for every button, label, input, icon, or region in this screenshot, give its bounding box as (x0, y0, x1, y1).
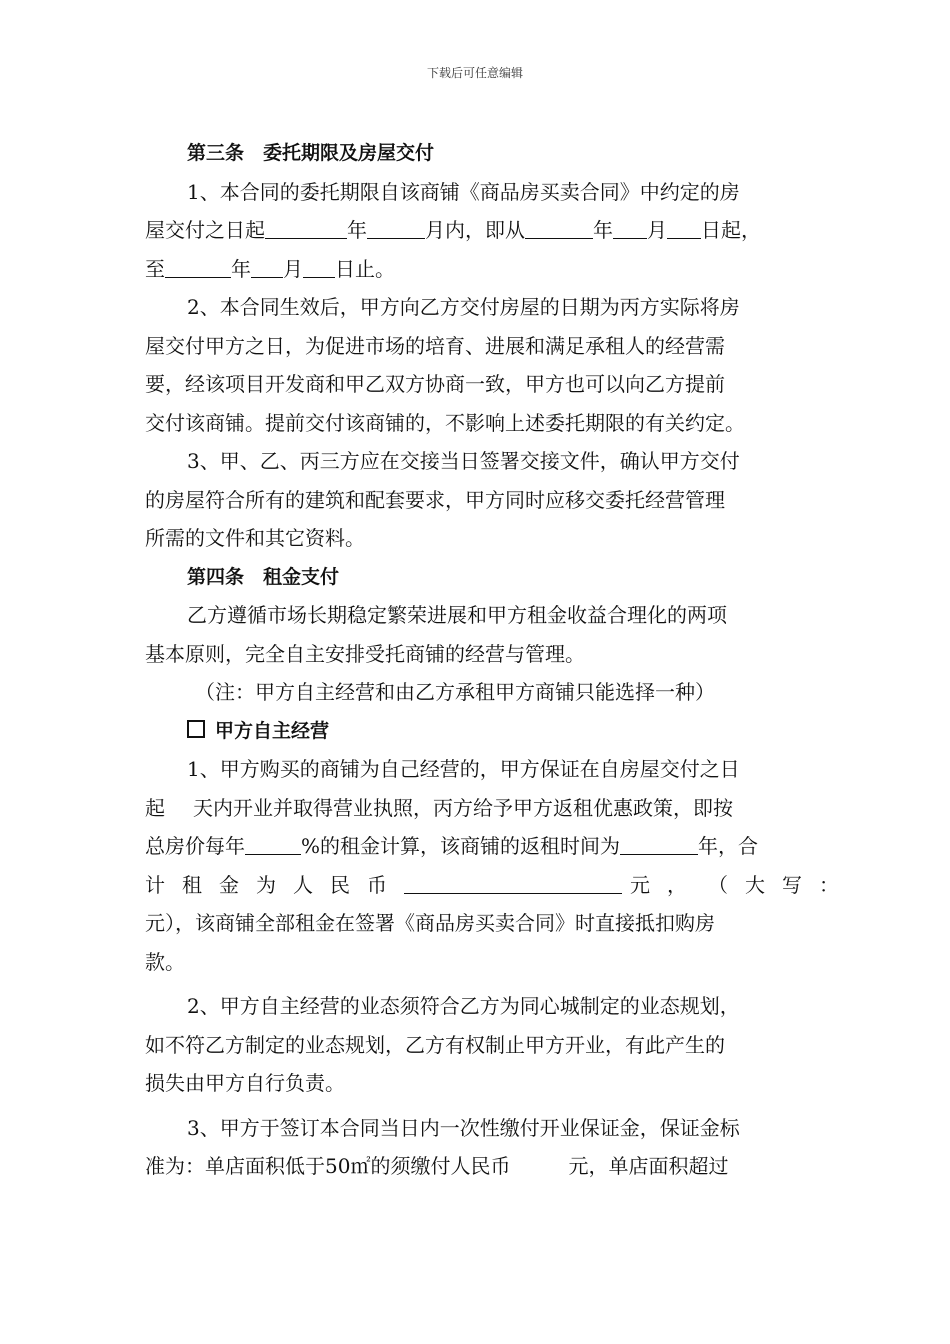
text-line: 1、本合同的委托期限自该商铺《商品房买卖合同》中约定的房 (187, 179, 740, 204)
article-4-item-3-line-2: 准为：单店面积低于50㎡的须缴付人民币 元，单店面积超过 (145, 1154, 729, 1178)
article-4-item-1: 1、甲方购买的商铺为自己经营的，甲方保证在自房屋交付之日 (187, 757, 740, 781)
blank-field (251, 257, 283, 278)
text-line: 如不符乙方制定的业态规划，乙方有权制止甲方开业，有此产生的 (145, 1032, 725, 1057)
text-line: 所需的文件和其它资料。 (145, 526, 365, 550)
article-4-note: （注：甲方自主经营和由乙方承租甲方商铺只能选择一种） (195, 680, 715, 704)
article-3-paragraph-1-line-2: 屋交付之日起 年 月内，即从 年 月 日起， (145, 218, 761, 242)
checkbox-self-operation[interactable] (187, 720, 205, 738)
article-4-title: 第四条 租金支付 (187, 565, 340, 588)
blank-field (265, 218, 347, 239)
article-4-item-3: 3、甲方于签订本合同当日内一次性缴付开业保证金，保证金标 (187, 1115, 740, 1140)
blank-field (165, 257, 231, 278)
article-3-paragraph-1 (145, 173, 805, 212)
page-header: 下载后可任意编辑 (426, 66, 523, 80)
blank-field (367, 218, 425, 239)
article-4-paragraph-1: 乙方遵循市场长期稳定繁荣进展和甲方租金收益合理化的两项 (187, 603, 727, 627)
document-body (145, 134, 856, 1186)
option-self-operation-label: 甲方自主经营 (215, 719, 330, 742)
text-line: 要，经该项目开发商和甲乙双方协商一致，甲方也可以向乙方提前 (145, 372, 725, 396)
text-line: 元），该商铺全部租金在签署《商品房买卖合同》时直接抵扣购房 (145, 911, 715, 935)
text-line: 基本原则，完全自主安排受托商铺的经营与管理。 (145, 641, 585, 666)
article-4-item-1-line-4: 计租金为人民币 元， （大写： (145, 872, 856, 897)
article-3-paragraph-3: 3、甲、乙、丙三方应在交接当日签署交接文件，确认甲方交付 (187, 449, 740, 473)
blank-field (613, 218, 647, 239)
blank-field (525, 218, 593, 239)
blank-field (620, 834, 698, 855)
blank-field (667, 218, 701, 239)
article-3-title: 第三条 委托期限及房屋交付 (187, 142, 435, 164)
text-line: 损失由甲方自行负责。 (145, 1071, 345, 1095)
blank-field (245, 834, 301, 855)
text-line: 交付该商铺。提前交付该商铺的，不影响上述委托期限的有关约定。 (145, 410, 745, 435)
text-line: 的房屋符合所有的建筑和配套要求，甲方同时应移交委托经营管理 (145, 487, 725, 512)
text-line: 款。 (145, 949, 185, 974)
option-self-operation (145, 712, 805, 751)
article-4-item-1-line-2: 起 天内开业并取得营业执照，丙方给予甲方返租优惠政策，即按 (145, 795, 733, 820)
article-3-paragraph-2: 2、本合同生效后，甲方向乙方交付房屋的日期为丙方实际将房 (187, 295, 740, 319)
blank-field (404, 873, 622, 894)
article-3-paragraph-1-line-3: 至 年 月 日止。 (145, 256, 395, 281)
article-4-item-2: 2、甲方自主经营的业态须符合乙方为同心城制定的业态规划， (187, 994, 740, 1018)
article-4-item-1-line-3: 总房价每年 %的租金计算，该商铺的返租时间为 年，合 (145, 834, 759, 858)
text-line: 屋交付甲方之日，为促进市场的培育、进展和满足承租人的经营需 (145, 333, 725, 358)
blank-field (303, 257, 335, 278)
